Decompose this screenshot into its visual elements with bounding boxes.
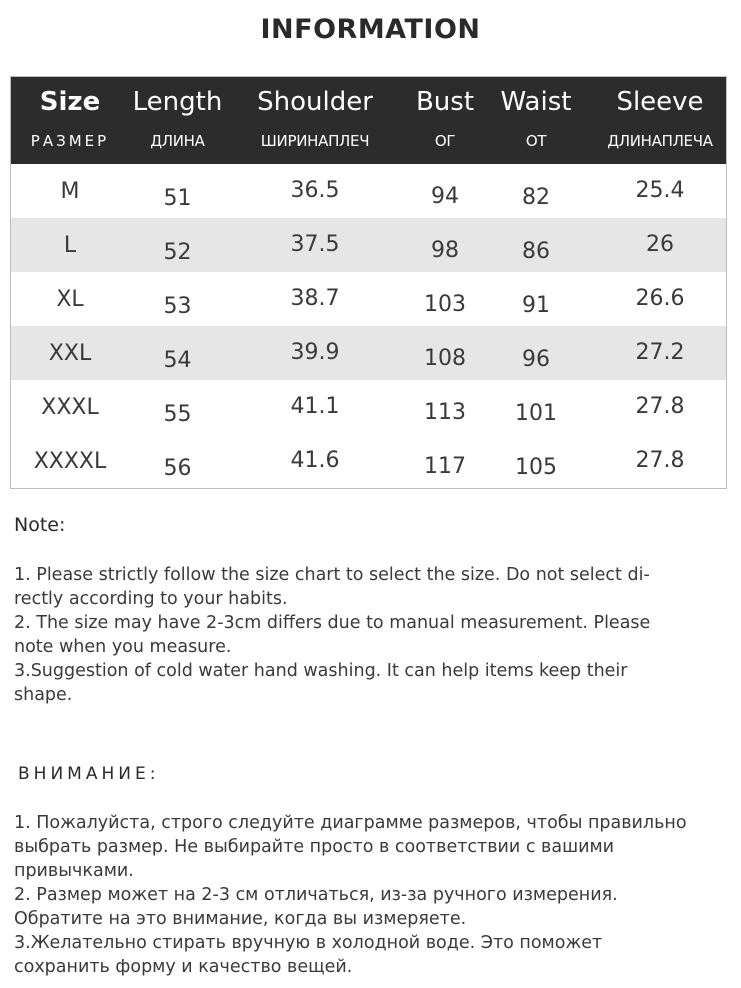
- header-shoulder-en: Shoulder: [257, 87, 373, 117]
- cell-size: [11, 164, 129, 218]
- size-chart-table: [10, 76, 727, 489]
- note-line: shape.: [14, 685, 73, 705]
- cell-length: [129, 218, 226, 272]
- table-row: [11, 380, 726, 434]
- cell-value: 39.9: [290, 340, 340, 365]
- cell-length: [129, 380, 226, 434]
- header-shoulder: [226, 77, 404, 164]
- cell-bust: [404, 434, 486, 488]
- cell-size: [11, 218, 129, 272]
- cell-value: 94: [431, 184, 459, 209]
- cell-waist: [486, 434, 586, 488]
- cell-value: 27.8: [635, 448, 685, 473]
- note-line: note when you measure.: [14, 637, 232, 657]
- header-shoulder-ru: ШИРИНАПЛЕЧ: [260, 132, 370, 150]
- cell-value: XXXL: [41, 395, 99, 420]
- cell-value: 103: [424, 292, 466, 317]
- cell-value: 117: [424, 454, 466, 479]
- cell-size: [11, 326, 129, 380]
- cell-value: 55: [163, 402, 192, 427]
- cell-value: 113: [424, 400, 466, 425]
- cell-size: [11, 380, 129, 434]
- cell-value: 37.5: [290, 232, 340, 257]
- cell-shoulder: [226, 164, 404, 218]
- cell-value: XXL: [48, 341, 92, 366]
- note-ru-line: 2. Размер может на 2-3 см отличаться, из-за ручного измерения.: [14, 885, 618, 905]
- note-line: 3.Suggestion of cold water hand washing. It can help items keep their: [14, 661, 628, 681]
- cell-length: [129, 272, 226, 326]
- header-length: [129, 77, 226, 164]
- cell-value: 27.2: [635, 340, 685, 365]
- cell-length: [129, 434, 226, 488]
- cell-value: 82: [522, 185, 550, 210]
- cell-value: 108: [424, 346, 466, 371]
- cell-value: 41.1: [290, 394, 340, 419]
- cell-value: 36.5: [290, 178, 340, 203]
- cell-shoulder: [226, 218, 404, 272]
- cell-sleeve: [594, 218, 726, 272]
- note-line: rectly according to your habits.: [14, 589, 288, 609]
- cell-value: 52: [163, 240, 192, 265]
- note-ru-body: [14, 811, 729, 979]
- cell-shoulder: [226, 434, 404, 488]
- header-waist: [486, 77, 586, 164]
- cell-sleeve: [594, 326, 726, 380]
- note-ru-heading: ВНИМАНИЕ:: [18, 764, 160, 784]
- note-line: 2. The size may have 2-3cm differs due to manual measurement. Please: [14, 613, 651, 633]
- note-ru-line: 3.Желательно стирать вручную в холодной воде. Это поможет: [14, 933, 603, 953]
- table-row: [11, 434, 726, 488]
- cell-bust: [404, 218, 486, 272]
- cell-value: 101: [515, 401, 557, 426]
- note-line: 1. Please strictly follow the size chart to select the size. Do not select di-: [14, 565, 650, 585]
- cell-sleeve: [594, 434, 726, 488]
- cell-sleeve: [594, 272, 726, 326]
- header-length-en: Length: [132, 87, 223, 117]
- header-length-ru: ДЛИНА: [150, 132, 205, 150]
- cell-bust: [404, 380, 486, 434]
- header-bust: [404, 77, 486, 164]
- header-size: [11, 77, 129, 164]
- header-sleeve-ru: ДЛИНАПЛЕЧА: [607, 132, 713, 150]
- header-sleeve-en: Sleeve: [616, 87, 704, 117]
- cell-value: 56: [163, 456, 192, 481]
- cell-size: [11, 434, 129, 488]
- cell-waist: [486, 272, 586, 326]
- cell-value: XL: [56, 287, 84, 312]
- cell-waist: [486, 380, 586, 434]
- cell-size: [11, 272, 129, 326]
- cell-value: 27.8: [635, 394, 685, 419]
- cell-value: 38.7: [290, 286, 340, 311]
- cell-value: 53: [163, 294, 192, 319]
- table-row: [11, 218, 726, 272]
- cell-value: L: [63, 233, 77, 258]
- table-row: [11, 326, 726, 380]
- cell-length: [129, 326, 226, 380]
- header-size-en: Size: [39, 87, 101, 117]
- cell-value: 91: [522, 293, 550, 318]
- header-waist-en: Waist: [500, 87, 572, 117]
- cell-value: 96: [522, 347, 550, 372]
- header-bust-en: Bust: [415, 87, 475, 117]
- cell-waist: [486, 218, 586, 272]
- cell-bust: [404, 272, 486, 326]
- note-ru-line: привычками.: [14, 861, 134, 881]
- cell-sleeve: [594, 380, 726, 434]
- header-bust-ru: ОГ: [434, 132, 456, 150]
- note-ru-line: выбрать размер. Не выбирайте просто в соответствии с вашими: [14, 837, 615, 857]
- note-ru-line: сохранить форму и качество вещей.: [14, 957, 353, 977]
- cell-value: 86: [522, 239, 550, 264]
- cell-value: M: [60, 179, 80, 204]
- cell-length: [129, 164, 226, 218]
- header-sleeve: [594, 77, 726, 164]
- cell-value: 26: [646, 232, 674, 257]
- cell-value: 26.6: [635, 286, 685, 311]
- table-row: [11, 164, 726, 218]
- cell-bust: [404, 326, 486, 380]
- cell-sleeve: [594, 164, 726, 218]
- cell-value: 41.6: [290, 448, 340, 473]
- cell-bust: [404, 164, 486, 218]
- cell-waist: [486, 326, 586, 380]
- table-header: [11, 77, 726, 164]
- cell-shoulder: [226, 326, 404, 380]
- note-ru-line: Обратите на это внимание, когда вы измеряете.: [14, 909, 467, 929]
- cell-value: 25.4: [635, 178, 685, 203]
- note-body: [14, 563, 726, 707]
- header-size-ru: РАЗМЕР: [30, 132, 110, 150]
- cell-value: 54: [163, 348, 192, 373]
- cell-value: 51: [163, 186, 192, 211]
- cell-waist: [486, 164, 586, 218]
- note-ru-line: 1. Пожалуйста, строго следуйте диаграмме размеров, чтобы правильно: [14, 813, 687, 833]
- table-row: [11, 272, 726, 326]
- cell-value: 98: [431, 238, 459, 263]
- cell-value: XXXXL: [33, 449, 107, 474]
- page-title: INFORMATION: [260, 14, 481, 45]
- cell-shoulder: [226, 380, 404, 434]
- cell-shoulder: [226, 272, 404, 326]
- cell-value: 105: [515, 455, 557, 480]
- note-heading: Note:: [14, 514, 66, 536]
- header-waist-ru: ОТ: [525, 132, 547, 150]
